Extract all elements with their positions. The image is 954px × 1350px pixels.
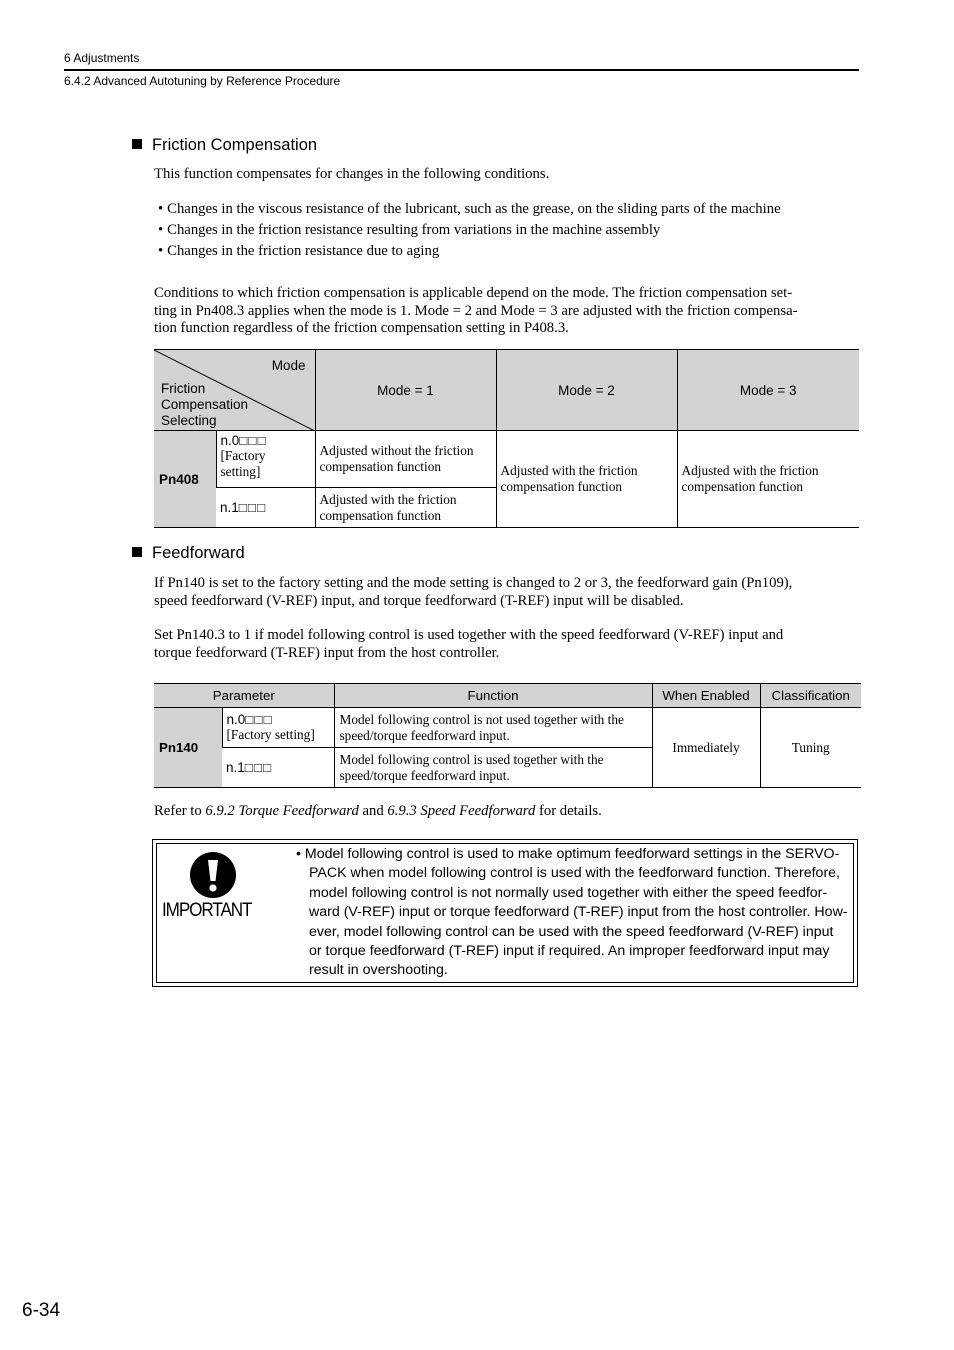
row1-function-cell: Model following control is used together with the speed/torque feedforward input. (334, 748, 652, 788)
row0-function-cell: Model following control is not used together with the speed/torque feedforward input. (334, 708, 652, 748)
corner-mode-label: Mode (271, 358, 306, 373)
chapter-header: 6 Adjustments (64, 51, 140, 65)
friction-conditions: Conditions to which friction compensation is applicable depend on the mode. The friction compensation set- ting in Pn408.3 applies when the mode is 1. Mode = 2 and Mode = 3 are adjusted with the friction compensa- tion function regardless of the friction compensation setting in P408.3. (154, 285, 798, 336)
friction-heading: Friction Compensation (132, 136, 317, 155)
classification-header: Classification (760, 684, 861, 708)
parameter-header: Parameter (154, 684, 334, 708)
placeholder-digits (245, 712, 272, 727)
placeholder-digits (239, 433, 266, 448)
param-pn408: Pn408 (154, 431, 216, 528)
corner-header-cell (154, 350, 315, 431)
mode3-cell: Adjusted with the friction compensation function (677, 431, 859, 528)
friction-table (154, 349, 859, 528)
function-header: Function (334, 684, 652, 708)
feedforward-heading: Feedforward (132, 544, 245, 563)
page-number: 6-34 (22, 1300, 61, 1321)
speed-feedforward-link[interactable]: 6.9.3 Speed Feedforward (387, 803, 536, 819)
when-enabled-cell: Immediately (652, 708, 760, 788)
torque-feedforward-link[interactable]: 6.9.2 Torque Feedforward (205, 803, 359, 819)
feedforward-para1: If Pn140 is set to the factory setting and the mode setting is changed to 2 or 3, the feedforward gain (Pn109), speed feedforward (V-REF) input, and torque feedforward (T-REF) input will be disabled. (154, 575, 793, 609)
exclamation-icon (189, 851, 237, 899)
feedforward-para2: Set Pn140.3 to 1 if model following control is used together with the speed feedforward (V-REF) input and torque feedforward (T-REF) input from the host controller. (154, 627, 784, 661)
square-bullet-icon (132, 139, 142, 149)
section-header: 6.4.2 Advanced Autotuning by Reference Procedure (64, 74, 341, 88)
mode3-header: Mode = 3 (677, 350, 859, 431)
placeholder-digits (245, 760, 272, 775)
setting-cell: n.1 □□□ (216, 488, 315, 528)
corner-selecting-label: Friction Compensation Selecting (161, 381, 249, 428)
mode1-header: Mode = 1 (315, 350, 496, 431)
square-bullet-icon (132, 547, 142, 557)
row1-mode1-cell: Adjusted with the friction compensation function (315, 488, 496, 528)
classification-cell: Tuning (760, 708, 861, 788)
important-text: • Model following control is used to make optimum feedforward settings in the SERVO- PACK when model following control is used with the feedforward function. Therefore, model following control is not normally used together with either the speed feedfor- ward (V-REF) input or torque feedforward (T-REF) input from the host controller. How- ever, model following control can be used with the speed feedforward (V-REF) input or torque feedforward (T-REF) input if required. An improper feedforward input may result in overshooting. (296, 846, 848, 979)
setting-cell: n.1 □□□ (222, 748, 334, 788)
friction-bullet-list (158, 199, 858, 262)
list-item: • Changes in the viscous resistance of the lubricant, such as the grease, on the sliding parts of the machine (158, 199, 858, 220)
param-pn140: Pn140 (154, 708, 222, 788)
header-rule (64, 69, 859, 71)
setting-cell: n.0 □□□ [Factory setting] (216, 431, 315, 488)
row0-mode1-cell: Adjusted without the friction compensation function (315, 431, 496, 488)
mode2-header: Mode = 2 (496, 350, 677, 431)
list-item: • Changes in the friction resistance resulting from variations in the machine assembly (158, 220, 858, 241)
when-enabled-header: When Enabled (652, 684, 760, 708)
friction-intro: This function compensates for changes in the following conditions. (154, 166, 550, 182)
mode2-cell: Adjusted with the friction compensation function (496, 431, 677, 528)
list-item: • Changes in the friction resistance due to aging (158, 241, 858, 262)
feedforward-table (154, 683, 861, 788)
important-label: IMPORTANT (162, 900, 252, 921)
refer-line: Refer to 6.9.2 Torque Feedforward and 6.9.3 Speed Feedforward for details. (154, 803, 602, 819)
placeholder-digits (239, 500, 266, 515)
setting-cell: n.0 □□□ [Factory setting] (222, 708, 334, 748)
